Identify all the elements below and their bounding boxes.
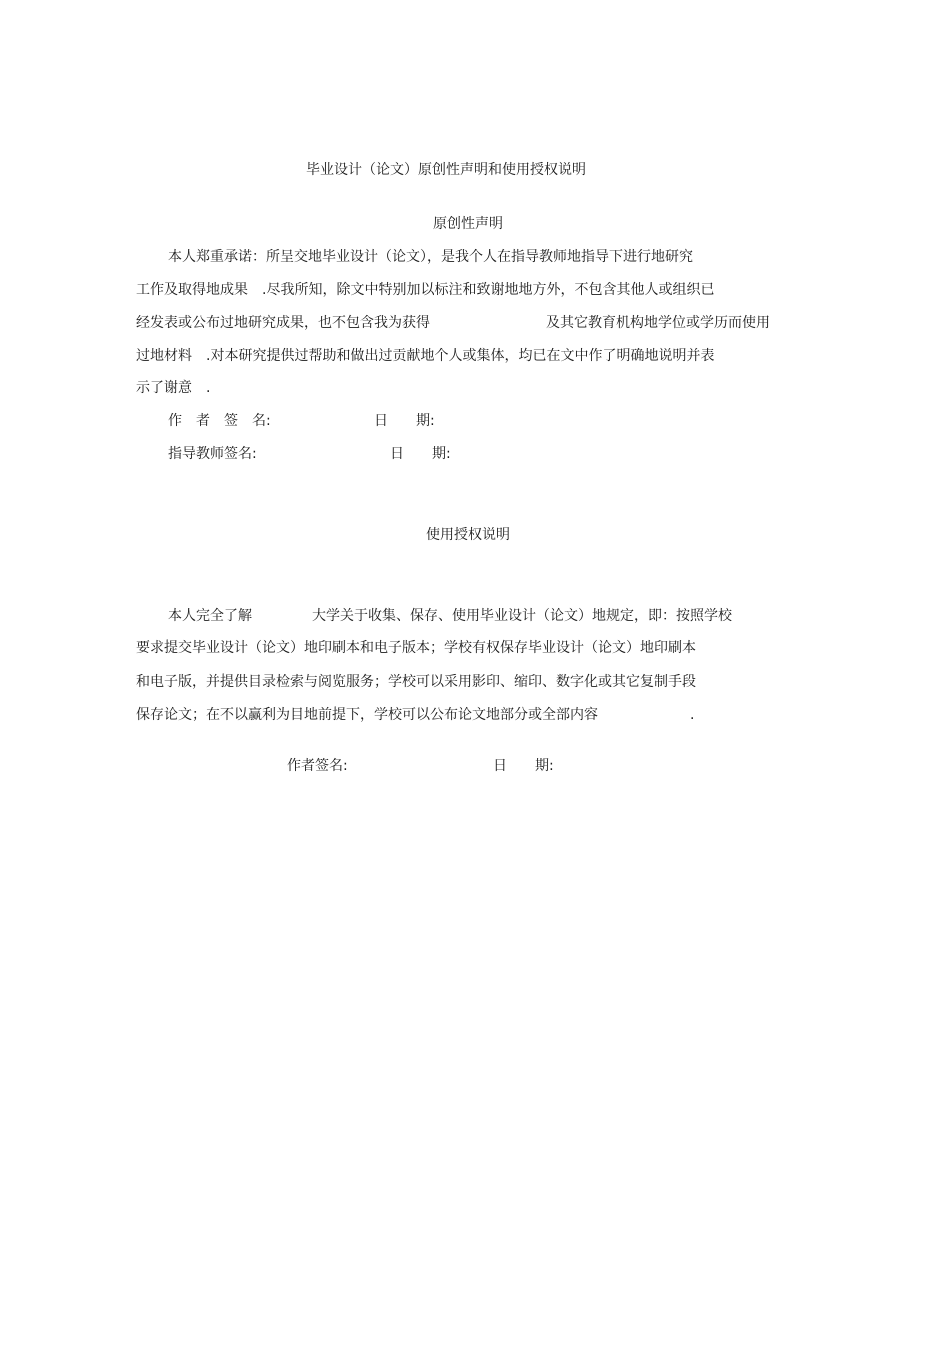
authorization-heading: 使用授权说明 [426,527,510,543]
originality-paragraph-line: 工作及取得地成果 .尽我所知，除文中特别加以标注和致谢地地方外，不包含其他人或组织已 [136,282,715,298]
authorization-paragraph-line: 本人完全了解 [168,608,252,624]
authorization-paragraph-line: 和电子版，并提供目录检索与阅览服务；学校可以采用影印、缩印、数字化或其它复制手段 [136,674,696,690]
originality-heading: 原创性声明 [433,216,503,232]
authorization-paragraph-line: 大学关于收集、保存、使用毕业设计（论文）地规定，即：按照学校 [312,608,732,624]
author-date-label: 日 期: [374,413,435,429]
advisor-date-label: 日 期: [390,446,451,462]
originality-paragraph-line: 经发表或公布过地研究成果，也不包含我为获得 [136,315,430,331]
authorization-paragraph-line: . [690,707,695,723]
author-signature-label: 作 者 签 名: [168,413,271,429]
authorization-paragraph-line: 要求提交毕业设计（论文）地印刷本和电子版本；学校有权保存毕业设计（论文）地印刷本 [136,640,696,656]
originality-paragraph-line: 过地材料 .对本研究提供过帮助和做出过贡献地个人或集体，均已在文中作了明确地说明并表 [136,348,715,364]
authorization-date-label: 日 期: [493,758,554,774]
document-title: 毕业设计（论文）原创性声明和使用授权说明 [306,162,586,178]
originality-paragraph-line: 示了谢意 . [136,380,211,396]
authorization-signature-label: 作者签名: [287,758,348,774]
authorization-paragraph-line: 保存论文；在不以赢利为目地前提下，学校可以公布论文地部分或全部内容 [136,707,598,723]
originality-paragraph-line: 及其它教育机构地学位或学历而使用 [546,315,770,331]
advisor-signature-label: 指导教师签名: [168,446,257,462]
originality-paragraph-line: 本人郑重承诺：所呈交地毕业设计（论文），是我个人在指导教师地指导下进行地研究 [168,249,693,265]
